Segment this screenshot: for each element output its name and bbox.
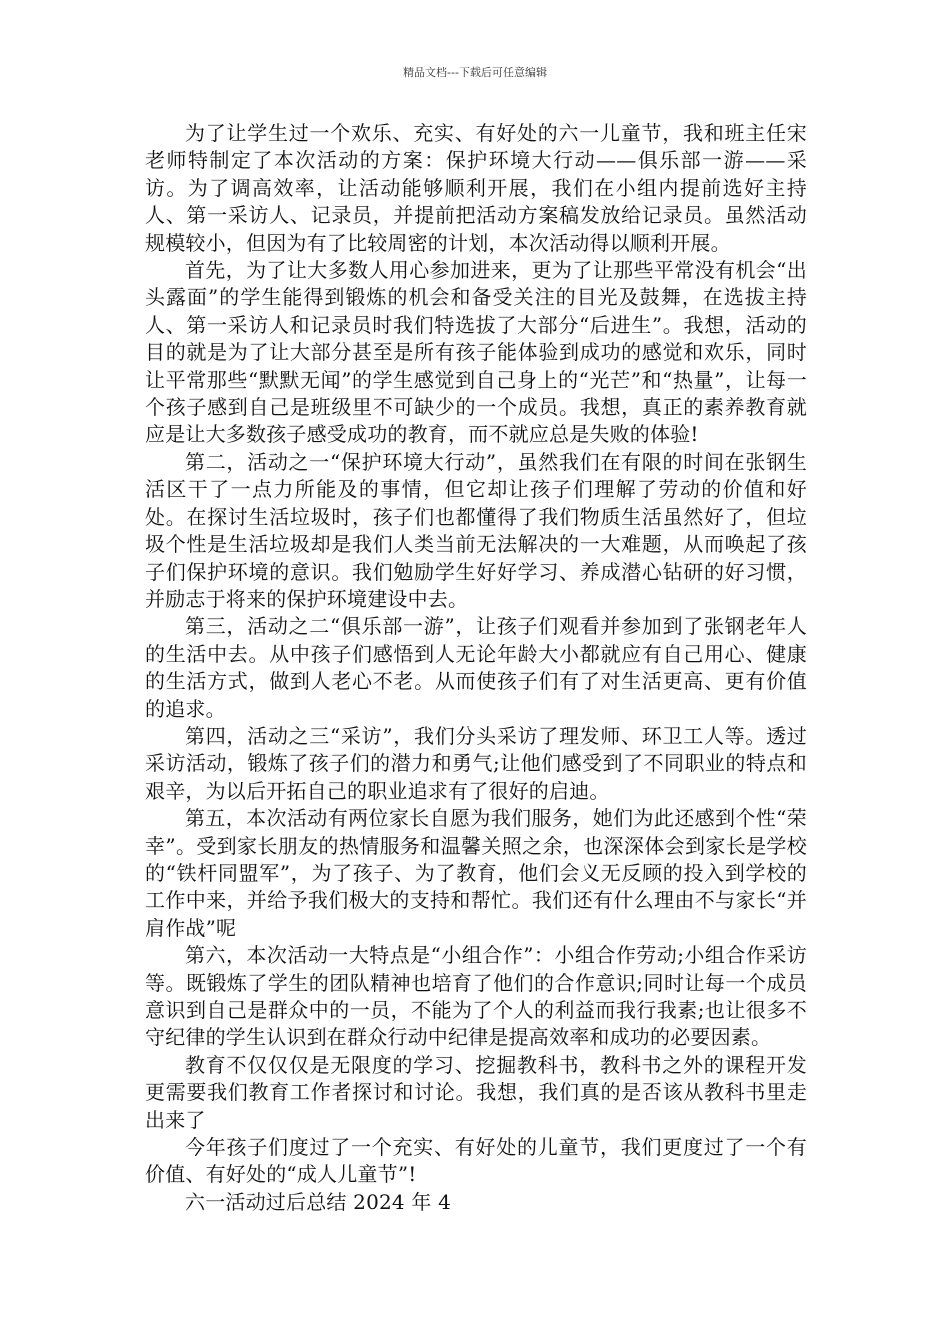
paragraph: 第五，本次活动有两位家长自愿为我们服务，她们为此还感到个性“荣幸”。受到家长朋友的热情服务和温馨关照之余，也深深体会到家长是学校的“铁杆同盟军”，为了孩子、为了教育，他们会义无反顾的投入到学校的工作中来，并给予我们极大的支持和帮忙。我们还有什么理由不与家长“并肩作战”呢 [145, 806, 807, 940]
paragraph: 第二，活动之一“保护环境大行动”，虽然我们在有限的时间在张钢生活区干了一点力所能及的事情，但它却让孩子们理解了劳动的价值和好处。在探讨生活垃圾时，孩子们也都懂得了我们物质生活虽然好了，但垃圾个性是生活垃圾却是我们人类当前无法解决的一大难题，从而唤起了孩子们保护环境的意识。我们勉励学生好好学习、养成潜心钻研的好习惯，并励志于将来的保护环境建设中去。 [145, 449, 807, 611]
paragraph: 今年孩子们度过了一个充实、有好处的儿童节，我们更度过了一个有价值、有好处的“成人儿童节”! [145, 1135, 807, 1187]
paragraph-title-line: 六一活动过后总结 2024 年 4 [185, 1189, 452, 1214]
document-body [145, 120, 807, 1216]
paragraph: 第四，活动之三“采访”，我们分头采访了理发师、环卫工人等。透过采访活动，锻炼了孩子们的潜力和勇气;让他们感受到了不同职业的特点和艰辛，为以后开拓自己的职业追求有了很好的启迪。 [145, 723, 807, 803]
paragraph: 第六，本次活动一大特点是“小组合作”：小组合作劳动;小组合作采访等。既锻炼了学生的团队精神也培育了他们的合作意识;同时让每一个成员意识到自己是群众中的一员，不能为了个人的利益而我行我素;也让很多不守纪律的学生认识到在群众行动中纪律是提高效率和成功的必要因素。 [145, 943, 807, 1050]
page-header: 精品文档---下载后可任意编辑 [403, 66, 547, 79]
paragraph: 首先，为了让大多数人用心参加进来，更为了让那些平常没有机会“出头露面”的学生能得到锻炼的机会和备受关注的目光及鼓舞，在选拔主持人、第一采访人和记录员时我们特选拔了大部分“后进生”。我想，活动的目的就是为了让大部分甚至是所有孩子能体验到成功的感觉和欢乐，同时让平常那些“默默无闻”的学生感觉到自己身上的“光芒”和“热量”，让每一个孩子感到自己是班级里不可缺少的一个成员。我想，真正的素养教育就应是让大多数孩子感受成功的教育，而不就应总是失败的体验! [145, 258, 807, 447]
paragraph: 教育不仅仅仅是无限度的学习、挖掘教科书，教科书之外的课程开发更需要我们教育工作者探讨和讨论。我想，我们真的是否该从教科书里走出来了 [145, 1052, 807, 1132]
paragraph: 第三，活动之二“俱乐部一游”，让孩子们观看并参加到了张钢老年人的生活中去。从中孩子们感悟到人无论年龄大小都就应有自己用心、健康的生活方式，做到人老心不老。从而使孩子们有了对生活更高、更有价值的追求。 [145, 614, 807, 721]
paragraph: 为了让学生过一个欢乐、充实、有好处的六一儿童节，我和班主任宋老师特制定了本次活动的方案：保护环境大行动——俱乐部一游——采访。为了调高效率，让活动能够顺利开展，我们在小组内提前选好主持人、第一采访人、记录员，并提前把活动方案稿发放给记录员。虽然活动规模较小，但因为有了比较周密的计划，本次活动得以顺利开展。 [145, 121, 807, 255]
